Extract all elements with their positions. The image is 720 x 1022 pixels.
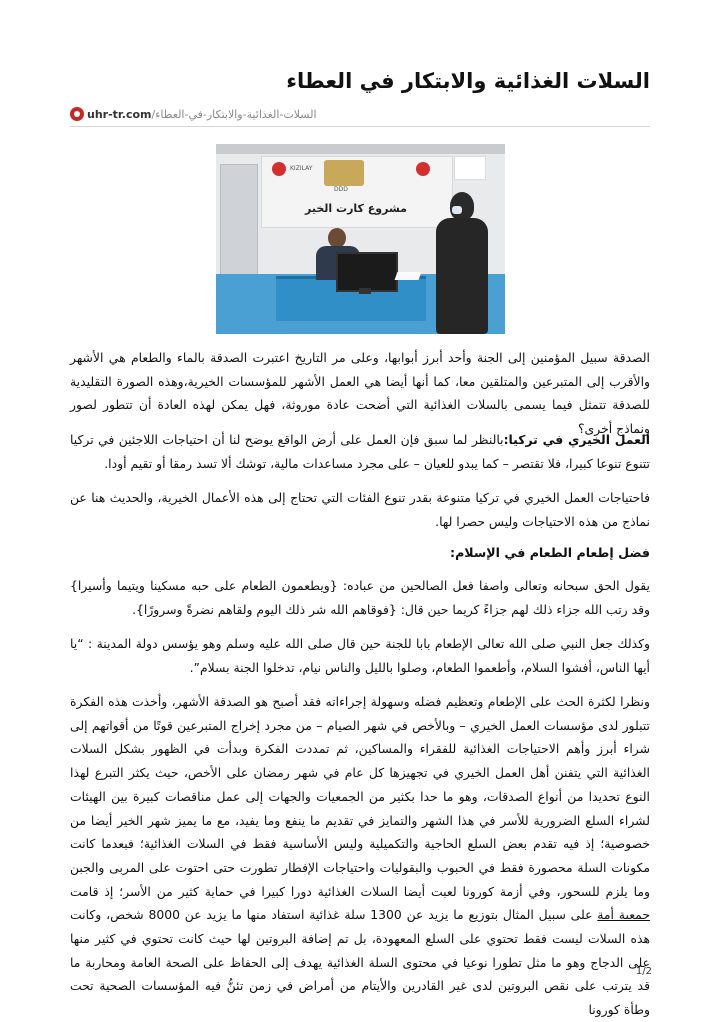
photo-man-head — [328, 228, 346, 248]
page-title: السلات الغذائية والابتكار في العطاء — [286, 69, 650, 93]
section-heading: فضل إطعام الطعام في الإسلام: — [450, 545, 650, 560]
photo-monitor-stand — [359, 288, 371, 294]
page-number: 1/2 — [635, 966, 652, 977]
paragraph-hadith: وكذلك جعل النبي صلى الله تعالى الإطعام بابا للجنة حين قال صلى الله عليه وسلم وهو يؤسس دولة المدينة : “يا أيها الناس، أفشوا السلام، وأطعموا الطعام، وصلوا بالليل والناس نيام، تدخلوا الجنة بسلام”. — [70, 636, 650, 675]
site-logo-icon — [70, 107, 84, 121]
url-domain[interactable]: uhr-tr.com — [87, 107, 152, 121]
paragraph-text: بالنظر لما سبق فإن العمل على أرض الواقع يوضح لنا أن احتياجات اللاجئين في تركيا تتنوع تنوعا كبيرا، فلا تقتصر – كما يبدو للعيان – على مجرد مساعدات مالية، توشك ألا تسد رمقا أو تقيم أودا. — [70, 432, 650, 471]
photo-banner-logo-right — [416, 162, 430, 176]
photo-banner-logo-red — [272, 162, 286, 176]
photo-banner-emblem — [324, 160, 364, 186]
photo-ceiling — [216, 144, 505, 154]
paragraph-text: ونظرا لكثرة الحث على الإطعام وتعظيم فضله وسهولة إجراءاته فقد أصبح هو الصدقة الأشهر، وأخذت هذه الفكرة تتبلور لدى مؤسسات العمل الخيري – وبالأخص في شهر الصيام – من مجرد إخراج المتبرعين قوتًا من أقواتهم إلى شراء أبرز وأهم الاحتياجات الغذائية للفقراء والمساكين، ثم تمددت الفكرة وبدأت في الظهور بشكل السلات الغذائية التي يتفنن أهل العمل الخيري في تجهيزها كل عام في شهر رمضان على الأخص، حيث يكثر التبرع لهذا النوع تحديدا من أنواع الصدقات، وهو ما حدا بكثير من الجمعيات والجهات إلى عمل مناقصات كبيرة بين الهيئات لشراء السلع الضرورية للأسر في هذا الشهر والتمايز في تقديم ما ينفع وما يفيد، مع ما يميز شهر الخير أيضا من خصوصية؛ إذ فيه تقدم بعض السلع الحاجية والتكميلية وليس الأساسية فقط في السلات الغذائية؛ فبعدما كانت مكونات السلة محصورة فقط في الحبوب والبقوليات واحتياجات الإفطار تطورت حتى احتوت على المربى والجبن وما يلزم للسحور، وفي أزمة كورونا لعبت أيضا السلات الغذائية دورا كبيرا في حماية كثير من الأسر؛ إذ قامت — [70, 694, 650, 899]
photo-papers — [395, 272, 422, 280]
paragraph-food-baskets — [70, 690, 650, 1022]
url-path[interactable]: /السلات-الغذائية-والابتكار-في-العطاء — [151, 107, 317, 121]
photo-sign-left: KIZILAY — [290, 165, 313, 172]
photo-monitor — [336, 252, 398, 292]
photo-woman-body — [436, 218, 488, 334]
paragraph-quran: يقول الحق سبحانه وتعالى واصفا فعل الصالحين من عباده: {ويطعمون الطعام على حبه مسكينا ويتيما وأسيرا} وقد رتب الله جزاء ذلك لهم جزاءً كريما حين قال: {فوقاهم الله شر ذلك اليوم ولقاهم نضرةً وسرورًا}. — [70, 578, 650, 617]
article-photo — [216, 144, 505, 334]
association-link[interactable]: جمعية أمة — [597, 907, 650, 923]
paragraph-intro: الصدقة سبيل المؤمنين إلى الجنة وأحد أبرز أبوابها، وعلى مر التاريخ اعتبرت الصدقة بالماء والطعام هي الأشهر والأقرب إلى المتبرعين والمتلقين معا، كما أنها أيضا هي العمل الأشهر للمؤسسات الخيرية،وهذه الصورة التقليدية للصدقة تتمثل فيما يسمى بالسلات الغذائية التي أضحت عادة موروثة، فهل يمكن لهذه العادة أن تتطور لصور ونماذج أخرى؟ — [70, 350, 650, 437]
photo-sign-middle: DDD — [334, 186, 348, 193]
paragraph-turkey — [70, 428, 650, 475]
photo-woman-mask — [452, 206, 462, 214]
photo-door — [220, 164, 258, 286]
photo-wall-sign — [454, 156, 486, 180]
photo-banner-text: مشروع كارت الخير — [305, 202, 407, 215]
header-divider — [70, 126, 650, 127]
source-url[interactable] — [70, 106, 317, 122]
paragraph-text: على سبيل المثال بتوزيع ما يزيد عن 1300 سلة غذائية استفاد منها ما يزيد عن 8000 شخص، وكانت هذه السلات ليست فقط تحتوي على السلع المعهودة، بل تم إضافة البروتين لها حيث كانت تحتوي في كثير منها على الدجاج وهو ما مثل تطورا نوعيا في محتوى السلة الغذائية يهدف إلى الحفاظ على الصحة العامة ومحاربة ما قد يترتب على نقص البروتين لدى غير القادرين والأيتام من أمراض في زمن تئنُّ فيه المؤسسات الصحية تحت وطأة كورونا — [70, 907, 650, 1018]
paragraph-needs: فاحتياجات العمل الخيري في تركيا متنوعة بقدر تنوع الفئات التي تحتاج إلى هذه الأعمال الخيرية، والحديث هنا عن نماذج من هذه الاحتياجات وليس حصرا لها. — [70, 490, 650, 529]
paragraph-lead: العمل الخيري في تركيا: — [503, 432, 650, 447]
